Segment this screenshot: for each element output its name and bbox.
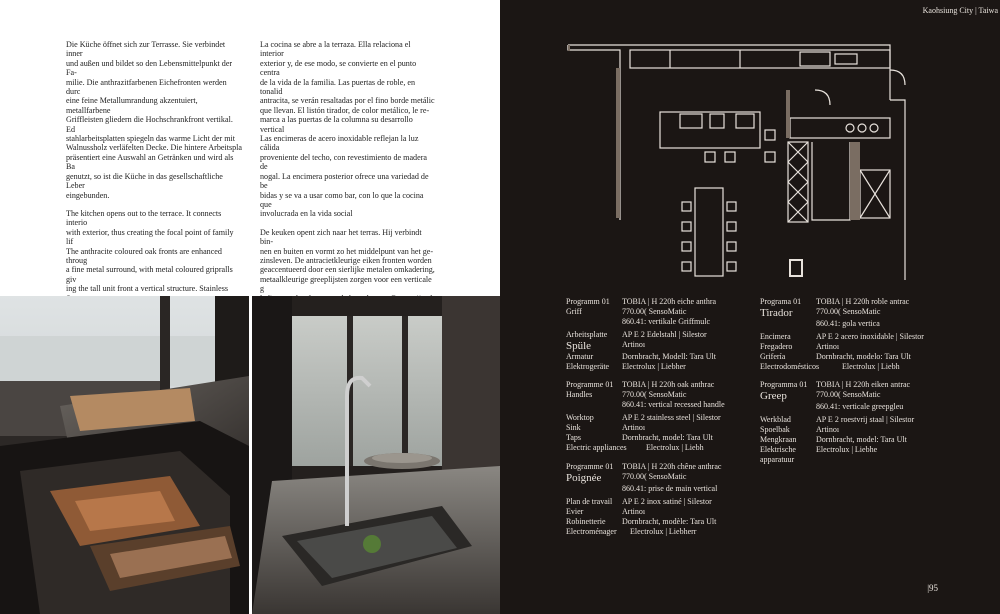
spec-value: AP E 2 inox satiné | Silestor [622,497,712,506]
spec-value: TOBIA | H 220h oak anthrac [622,380,715,389]
spec-value: 860.41: verticale greepgleu [816,402,904,411]
page-number: |95 [927,583,938,593]
spec-value: Dornbracht, model: Tara Ult [622,433,713,442]
spec-label: Electric appliances [566,443,627,452]
spec-label: Elektrogeräte [566,362,610,371]
spec-label: Greep [760,390,787,402]
spec-label: Taps [566,433,581,442]
kitchen-drawer-photo [0,296,249,614]
spec-label: Programa 01 [760,297,802,306]
spec-value: Artinoı [622,507,646,516]
spec-value: Electrolux | Liebher [622,362,686,371]
spec-label: Programma 01 [760,380,808,389]
spec-value: 770.00( SensoMatic [816,307,881,316]
spec-label [566,400,622,410]
plan-dining-table [695,188,723,276]
spec-value: Electrolux | Liebherr [630,527,697,536]
paragraph-german: Die Küche öffnet sich zur Terrasse. Sie verbindet inner und außen und bildet so den Lebensmittelpunkt der Fa- milie. Die anthrazitfarbenen Eichefronten werden durc eine feine Metallumrandung akzentuiert, metallfarbene Griffleisten gliedern die Hochschrankfront vertikal. Ed stahlarbeitsplatten spiegeln das warme Licht der mit Walnussholz verläfelten Decke. Die hintere Arbeitspla präsentiert eine Auswahl an Getränken und wird als Ba genutzt, so ist die Küche in das gesellschaftliche Leber eingebunden. [66,40,242,200]
spec-label: Programme 01 [566,462,614,471]
spec-value: 770.00( SensoMatic [622,472,687,481]
paragraph-dutch: De keuken opent zich naar het terras. Hij verbindt bin- nen en buiten en vormt zo het middelpunt van het ge- zinsleven. De antracietkleurige eiken fronten worden geaccentueerd door een sierlijke metalen omkadering, metaalkleurige greeplijsten zorgen voor een verticale g [260,227,435,294]
spec-label: apparatuur [760,455,795,464]
spec-value: 860.41: gola vertica [816,319,880,328]
spec-value: Dornbracht, model: Tara Ult [816,435,907,444]
spec-label: Spüle [566,340,592,352]
spec-value: 770.00( SensoMatic [816,390,881,399]
spec-value: 860.41: vertical recessed handle [622,400,725,409]
text-column-1 [66,40,242,294]
spec-value: Artinoı [816,425,840,434]
spec-label: Encimera [760,332,791,341]
kitchen-floor-plan [560,30,910,290]
spec-label: Programm 01 [566,297,610,306]
spec-label: Werkblad [760,415,791,424]
spec-label: Programme 01 [566,380,614,389]
spec-value: AP E 2 acero inoxidable | Silestor [816,332,924,341]
spec-value: TOBIA | H 220h eiche anthra [622,297,717,306]
plan-marker [790,260,802,276]
plan-counter-top [630,50,890,68]
spec-label [760,402,816,412]
spec-value: TOBIA | H 220h eiken antrac [816,380,911,389]
plan-wall-left [568,45,620,220]
location-header: Kaohsiung City | Taiwa [922,6,998,15]
spec-value: Dornbracht, modèle: Tara Ult [622,517,717,526]
spec-value: Dornbracht, Modell: Tara Ult [622,352,716,361]
spec-label [566,484,622,494]
paragraph-english: The kitchen opens out to the terrace. It connects interio with exterior, thus creating the focal point of family lif The anthracite coloured oak fronts are enhanced throug a fine metal surround, with metal coloured gripralls giv ing the tall unit front a vertical structure. Stainless [66,208,234,294]
spec-value: 860.41: prise de main vertical [622,484,718,493]
spec-label: Poignée [566,472,602,484]
spec-label: Worktop [566,413,594,422]
spec-label: Spoelbak [760,425,790,434]
plan-tall-units [788,142,808,222]
spec-label: Electrodomésticos [760,362,820,371]
spec-value: 770.00( SensoMatic [622,390,687,399]
spec-block-dutch [760,380,950,465]
spec-label: Mengkraan [760,435,797,444]
spec-value: Electrolux | Liebh [842,362,900,371]
spec-value: Artinoı [622,423,646,432]
spec-label: Fregadero [760,342,793,351]
spec-label: Arbeitsplatte [566,330,608,339]
spec-value: AP E 2 Edelstahl | Silestor [622,330,707,339]
spec-label: Electroménager [566,527,617,536]
spec-block-english [566,380,756,453]
spec-block-spanish [760,297,950,372]
spec-label [566,317,622,327]
spec-value: Artinoı [622,340,646,349]
spec-value: TOBIA | H 220h roble antrac [816,297,910,306]
text-column-2 [260,40,436,294]
spec-value: 770.00( SensoMatic [622,307,687,316]
kitchen-sink-photo [252,296,500,614]
spec-label: Griff [566,307,582,316]
paragraph-spanish: La cocina se abre a la terraza. Ella relaciona el interior exterior y, de ese modo, se convierte en el punto centra de la vida de la familia. Las puertas de roble, en tonalid antracita, se verán resaltadas por el fino borde metálic que llevan. El listón tirador, de color metálico, le re- marca a las puertas de la columna su desarrollo vertical Las encimeras de acero inoxidable reflejan la luz cálida proveniente del techo, con revestimiento de madera de nogal. La encimera posterior ofrece una variedad de be bidas y se va a usar como bar, con lo que la cocina que involucrada en la vida social [260,40,435,219]
spec-value: AP E 2 stainless steel | Silestor [622,413,721,422]
spec-label: Plan de travail [566,497,613,506]
spec-label: Grifería [760,352,786,361]
spec-block-french [566,462,756,537]
spec-label: Handles [566,390,593,399]
spec-label: Robinetterie [566,517,606,526]
spec-label: Evier [566,507,584,516]
spec-label: Tirador [760,307,793,319]
spec-label [760,319,816,329]
spec-value: Dornbracht, modelo: Tara Ult [816,352,911,361]
spec-label: Sink [566,423,581,432]
spec-value: AP E 2 roestvrij staal | Silestor [816,415,915,424]
spec-label: Armatur [566,352,594,361]
spec-label: Elektrische [760,445,796,454]
spec-value: Electrolux | Liebhe [816,445,878,454]
spec-block-german [566,297,756,372]
spec-value: Artinoı [816,342,840,351]
spec-value: Electrolux | Liebh [646,443,704,452]
spec-value: 860.41: vertikale Griffmulc [622,317,711,326]
spec-value: TOBIA | H 220h chêne anthrac [622,462,722,471]
spec-value [816,455,950,465]
